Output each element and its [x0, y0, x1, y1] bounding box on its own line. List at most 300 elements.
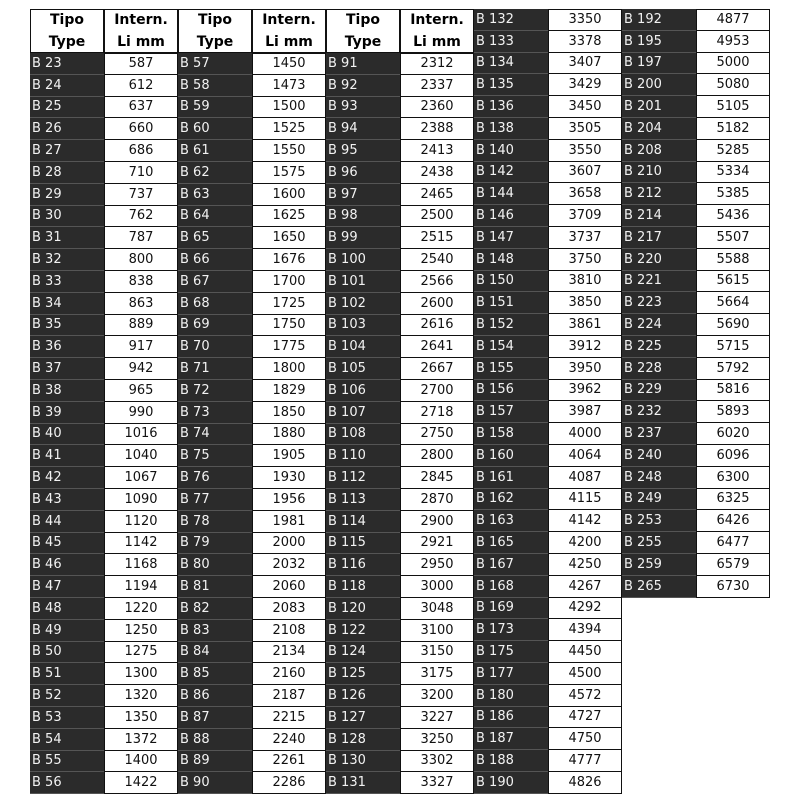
table-row — [30, 53, 178, 75]
internal-length-cell: 3407 — [548, 53, 622, 75]
table-row — [30, 511, 178, 533]
header-tipo-label: Tipo — [198, 12, 232, 28]
table-row — [622, 576, 770, 598]
table-row — [474, 271, 622, 293]
belt-type-cell: B 165 — [474, 532, 548, 554]
table-row — [30, 402, 178, 424]
belt-type-cell: B 128 — [326, 729, 400, 751]
belt-type-cell: B 106 — [326, 380, 400, 402]
internal-length-cell: 2540 — [400, 249, 474, 271]
table-row — [326, 707, 474, 729]
table-row — [178, 576, 326, 598]
belt-type-cell: B 55 — [30, 751, 104, 773]
table-row — [30, 424, 178, 446]
table-row — [178, 184, 326, 206]
internal-length-cell: 2845 — [400, 467, 474, 489]
header-type — [178, 9, 252, 53]
table-row — [178, 642, 326, 664]
internal-length-cell: 5000 — [696, 53, 770, 75]
internal-length-cell: 942 — [104, 358, 178, 380]
internal-length-cell: 2465 — [400, 184, 474, 206]
internal-length-cell: 1850 — [252, 402, 326, 424]
table-row — [178, 118, 326, 140]
internal-length-cell: 6477 — [696, 532, 770, 554]
internal-length-cell: 5588 — [696, 249, 770, 271]
internal-length-cell: 3505 — [548, 118, 622, 140]
table-row — [474, 772, 622, 794]
internal-length-cell: 2667 — [400, 358, 474, 380]
belt-type-cell: B 115 — [326, 533, 400, 555]
belt-type-cell: B 30 — [30, 206, 104, 228]
table-row — [326, 511, 474, 533]
header-row — [178, 9, 326, 53]
header-type — [30, 9, 104, 53]
belt-type-cell: B 190 — [474, 772, 548, 794]
table-row — [326, 184, 474, 206]
belt-type-cell: B 148 — [474, 249, 548, 271]
belt-type-cell: B 225 — [622, 336, 696, 358]
internal-length-cell: 1750 — [252, 315, 326, 337]
internal-length-cell: 612 — [104, 75, 178, 97]
belt-type-cell: B 34 — [30, 293, 104, 315]
table-row — [326, 97, 474, 119]
belt-type-cell: B 108 — [326, 424, 400, 446]
belt-type-cell: B 200 — [622, 74, 696, 96]
table-row — [178, 554, 326, 576]
internal-length-cell: 2083 — [252, 598, 326, 620]
belt-type-cell: B 146 — [474, 205, 548, 227]
internal-length-cell: 1300 — [104, 663, 178, 685]
belt-type-cell: B 71 — [178, 358, 252, 380]
column-group-1 — [30, 9, 178, 794]
belt-type-cell: B 63 — [178, 184, 252, 206]
belt-type-cell: B 51 — [30, 663, 104, 685]
belt-type-cell: B 212 — [622, 183, 696, 205]
table-row — [30, 184, 178, 206]
belt-type-cell: B 86 — [178, 685, 252, 707]
table-row — [30, 293, 178, 315]
internal-length-cell: 587 — [104, 53, 178, 75]
internal-length-cell: 990 — [104, 402, 178, 424]
table-row — [30, 227, 178, 249]
table-row — [178, 620, 326, 642]
internal-length-cell: 3200 — [400, 685, 474, 707]
belt-type-cell: B 46 — [30, 554, 104, 576]
belt-type-cell: B 255 — [622, 532, 696, 554]
table-row — [326, 424, 474, 446]
belt-type-cell: B 77 — [178, 489, 252, 511]
internal-length-cell: 1250 — [104, 620, 178, 642]
table-row — [30, 380, 178, 402]
belt-type-cell: B 140 — [474, 140, 548, 162]
table-body — [474, 9, 622, 794]
belt-type-cell: B 80 — [178, 554, 252, 576]
table-row — [30, 729, 178, 751]
header-intern-label: Intern. — [262, 12, 316, 28]
table-body — [30, 53, 178, 794]
internal-length-cell: 4064 — [548, 445, 622, 467]
header-type — [326, 9, 400, 53]
belt-type-cell: B 210 — [622, 162, 696, 184]
table-row — [474, 227, 622, 249]
belt-type-cell: B 169 — [474, 598, 548, 620]
table-row — [474, 510, 622, 532]
internal-length-cell: 2060 — [252, 576, 326, 598]
belt-type-cell: B 56 — [30, 772, 104, 794]
table-row — [326, 140, 474, 162]
table-row — [474, 314, 622, 336]
internal-length-cell: 6020 — [696, 423, 770, 445]
header-internal-length — [252, 9, 326, 53]
belt-type-cell: B 127 — [326, 707, 400, 729]
internal-length-cell: 2413 — [400, 140, 474, 162]
internal-length-cell: 3048 — [400, 598, 474, 620]
internal-length-cell: 3709 — [548, 205, 622, 227]
belt-type-cell: B 240 — [622, 445, 696, 467]
internal-length-cell: 4200 — [548, 532, 622, 554]
internal-length-cell: 1500 — [252, 97, 326, 119]
internal-length-cell: 1067 — [104, 467, 178, 489]
column-group-2 — [178, 9, 326, 794]
internal-length-cell: 2312 — [400, 53, 474, 75]
table-row — [474, 554, 622, 576]
table-row — [30, 751, 178, 773]
belt-type-cell: B 66 — [178, 249, 252, 271]
table-row — [178, 358, 326, 380]
belt-type-cell: B 88 — [178, 729, 252, 751]
belt-type-cell: B 162 — [474, 489, 548, 511]
table-row — [30, 685, 178, 707]
table-row — [30, 206, 178, 228]
table-row — [474, 249, 622, 271]
belt-type-cell: B 110 — [326, 445, 400, 467]
internal-length-cell: 3350 — [548, 9, 622, 31]
header-tipo-label: Tipo — [50, 12, 84, 28]
table-row — [178, 772, 326, 794]
belt-type-cell: B 104 — [326, 336, 400, 358]
table-row — [474, 489, 622, 511]
belt-type-cell: B 38 — [30, 380, 104, 402]
internal-length-cell: 1194 — [104, 576, 178, 598]
table-row — [474, 401, 622, 423]
table-row — [326, 75, 474, 97]
header-li-mm-label: Li mm — [413, 34, 461, 50]
table-row — [326, 249, 474, 271]
column-group-4 — [474, 9, 622, 794]
header-intern-label: Intern. — [114, 12, 168, 28]
column-group-3 — [326, 9, 474, 794]
belt-type-cell: B 134 — [474, 53, 548, 75]
table-row — [622, 532, 770, 554]
belt-type-cell: B 42 — [30, 467, 104, 489]
table-row — [622, 74, 770, 96]
belt-type-cell: B 72 — [178, 380, 252, 402]
table-row — [178, 140, 326, 162]
belt-type-cell: B 204 — [622, 118, 696, 140]
table-row — [30, 707, 178, 729]
table-row — [622, 314, 770, 336]
table-row — [178, 75, 326, 97]
internal-length-cell: 4727 — [548, 707, 622, 729]
belt-type-cell: B 175 — [474, 641, 548, 663]
belt-type-cell: B 188 — [474, 750, 548, 772]
table-row — [178, 336, 326, 358]
belt-type-cell: B 155 — [474, 358, 548, 380]
table-row — [622, 249, 770, 271]
belt-type-cell: B 112 — [326, 467, 400, 489]
belt-type-cell: B 265 — [622, 576, 696, 598]
internal-length-cell: 1905 — [252, 445, 326, 467]
table-row — [178, 598, 326, 620]
belt-type-cell: B 61 — [178, 140, 252, 162]
internal-length-cell: 2360 — [400, 97, 474, 119]
belt-type-cell: B 131 — [326, 772, 400, 794]
table-row — [326, 489, 474, 511]
table-row — [30, 140, 178, 162]
header-internal-length — [400, 9, 474, 53]
internal-length-cell: 4450 — [548, 641, 622, 663]
belt-type-cell: B 45 — [30, 533, 104, 555]
table-row — [178, 315, 326, 337]
internal-length-cell: 1550 — [252, 140, 326, 162]
belt-type-cell: B 53 — [30, 707, 104, 729]
internal-length-cell: 1829 — [252, 380, 326, 402]
internal-length-cell: 4777 — [548, 750, 622, 772]
table-row — [30, 271, 178, 293]
belt-type-cell: B 248 — [622, 467, 696, 489]
table-row — [30, 162, 178, 184]
table-row — [622, 510, 770, 532]
table-row — [622, 140, 770, 162]
internal-length-cell: 1956 — [252, 489, 326, 511]
table-row — [30, 489, 178, 511]
internal-length-cell: 800 — [104, 249, 178, 271]
table-row — [326, 751, 474, 773]
belt-type-cell: B 201 — [622, 96, 696, 118]
belt-type-cell: B 130 — [326, 751, 400, 773]
internal-length-cell: 1016 — [104, 424, 178, 446]
table-row — [326, 358, 474, 380]
belt-type-cell: B 152 — [474, 314, 548, 336]
belt-type-cell: B 97 — [326, 184, 400, 206]
internal-length-cell: 2700 — [400, 380, 474, 402]
internal-length-cell: 3850 — [548, 292, 622, 314]
internal-length-cell: 2261 — [252, 751, 326, 773]
internal-length-cell: 3912 — [548, 336, 622, 358]
internal-length-cell: 3658 — [548, 183, 622, 205]
table-row — [30, 642, 178, 664]
internal-length-cell: 5105 — [696, 96, 770, 118]
belt-type-cell: B 84 — [178, 642, 252, 664]
internal-length-cell: 2388 — [400, 118, 474, 140]
internal-length-cell: 2134 — [252, 642, 326, 664]
internal-length-cell: 5385 — [696, 183, 770, 205]
table-row — [474, 118, 622, 140]
internal-length-cell: 5816 — [696, 380, 770, 402]
internal-length-cell: 4500 — [548, 663, 622, 685]
belt-type-cell: B 75 — [178, 445, 252, 467]
belt-type-cell: B 158 — [474, 423, 548, 445]
belt-type-cell: B 44 — [30, 511, 104, 533]
internal-length-cell: 3810 — [548, 271, 622, 293]
table-row — [326, 445, 474, 467]
belt-type-cell: B 217 — [622, 227, 696, 249]
table-row — [474, 423, 622, 445]
internal-length-cell: 2641 — [400, 336, 474, 358]
belt-type-cell: B 124 — [326, 642, 400, 664]
belt-type-cell: B 70 — [178, 336, 252, 358]
table-row — [622, 162, 770, 184]
internal-length-cell: 1168 — [104, 554, 178, 576]
belt-type-cell: B 89 — [178, 751, 252, 773]
belt-type-cell: B 28 — [30, 162, 104, 184]
header-type-label: Type — [196, 34, 234, 50]
belt-type-cell: B 122 — [326, 620, 400, 642]
table-row — [474, 162, 622, 184]
belt-type-cell: B 31 — [30, 227, 104, 249]
table-row — [474, 532, 622, 554]
internal-length-cell: 2921 — [400, 533, 474, 555]
belt-type-cell: B 64 — [178, 206, 252, 228]
internal-length-cell: 3302 — [400, 751, 474, 773]
table-row — [178, 293, 326, 315]
table-row — [30, 445, 178, 467]
internal-length-cell: 5285 — [696, 140, 770, 162]
belt-type-cell: B 47 — [30, 576, 104, 598]
belt-type-cell: B 161 — [474, 467, 548, 489]
internal-length-cell: 3000 — [400, 576, 474, 598]
belt-type-cell: B 52 — [30, 685, 104, 707]
belt-type-cell: B 94 — [326, 118, 400, 140]
internal-length-cell: 4087 — [548, 467, 622, 489]
internal-length-cell: 863 — [104, 293, 178, 315]
belt-type-cell: B 113 — [326, 489, 400, 511]
belt-type-cell: B 69 — [178, 315, 252, 337]
belt-type-cell: B 114 — [326, 511, 400, 533]
table-row — [326, 576, 474, 598]
internal-length-cell: 4572 — [548, 685, 622, 707]
belt-type-cell: B 177 — [474, 663, 548, 685]
header-row — [30, 9, 178, 53]
internal-length-cell: 2750 — [400, 424, 474, 446]
table-row — [474, 598, 622, 620]
internal-length-cell: 1275 — [104, 642, 178, 664]
table-row — [326, 293, 474, 315]
internal-length-cell: 1090 — [104, 489, 178, 511]
table-row — [474, 358, 622, 380]
table-row — [178, 53, 326, 75]
belt-type-cell: B 79 — [178, 533, 252, 555]
table-row — [178, 511, 326, 533]
belt-type-cell: B 118 — [326, 576, 400, 598]
belt-type-cell: B 168 — [474, 576, 548, 598]
internal-length-cell: 6300 — [696, 467, 770, 489]
belt-type-cell: B 74 — [178, 424, 252, 446]
internal-length-cell: 660 — [104, 118, 178, 140]
table-row — [474, 728, 622, 750]
belt-type-cell: B 186 — [474, 707, 548, 729]
belt-type-cell: B 221 — [622, 271, 696, 293]
table-row — [622, 423, 770, 445]
table-row — [326, 206, 474, 228]
internal-length-cell: 3987 — [548, 401, 622, 423]
internal-length-cell: 5893 — [696, 401, 770, 423]
internal-length-cell: 4750 — [548, 728, 622, 750]
belt-type-cell: B 101 — [326, 271, 400, 293]
table-body — [622, 9, 770, 598]
table-row — [622, 401, 770, 423]
belt-type-cell: B 157 — [474, 401, 548, 423]
table-row — [326, 162, 474, 184]
table-row — [178, 685, 326, 707]
internal-length-cell: 1700 — [252, 271, 326, 293]
belt-type-cell: B 228 — [622, 358, 696, 380]
table-row — [178, 162, 326, 184]
internal-length-cell: 1625 — [252, 206, 326, 228]
internal-length-cell: 965 — [104, 380, 178, 402]
belt-type-cell: B 187 — [474, 728, 548, 750]
table-row — [178, 707, 326, 729]
internal-length-cell: 1120 — [104, 511, 178, 533]
belt-type-cell: B 96 — [326, 162, 400, 184]
belt-type-cell: B 103 — [326, 315, 400, 337]
belt-type-cell: B 62 — [178, 162, 252, 184]
internal-length-cell: 1650 — [252, 227, 326, 249]
internal-length-cell: 6096 — [696, 445, 770, 467]
table-row — [622, 380, 770, 402]
table-body — [326, 53, 474, 794]
belt-type-cell: B 224 — [622, 314, 696, 336]
table-row — [474, 663, 622, 685]
belt-type-cell: B 116 — [326, 554, 400, 576]
belt-type-cell: B 92 — [326, 75, 400, 97]
table-row — [30, 75, 178, 97]
internal-length-cell: 3327 — [400, 772, 474, 794]
table-row — [326, 53, 474, 75]
table-row — [178, 206, 326, 228]
internal-length-cell: 1676 — [252, 249, 326, 271]
table-row — [326, 315, 474, 337]
internal-length-cell: 2032 — [252, 554, 326, 576]
belt-type-cell: B 95 — [326, 140, 400, 162]
internal-length-cell: 2950 — [400, 554, 474, 576]
table-row — [178, 271, 326, 293]
belt-type-cell: B 90 — [178, 772, 252, 794]
internal-length-cell: 5334 — [696, 162, 770, 184]
belt-type-cell: B 120 — [326, 598, 400, 620]
internal-length-cell: 1400 — [104, 751, 178, 773]
internal-length-cell: 2215 — [252, 707, 326, 729]
table-row — [622, 31, 770, 53]
table-row — [474, 707, 622, 729]
table-row — [178, 729, 326, 751]
table-row — [30, 467, 178, 489]
table-row — [326, 598, 474, 620]
table-row — [30, 663, 178, 685]
internal-length-cell: 2337 — [400, 75, 474, 97]
belt-type-cell: B 48 — [30, 598, 104, 620]
table-row — [326, 729, 474, 751]
table-row — [30, 772, 178, 794]
table-row — [474, 336, 622, 358]
table-row — [178, 380, 326, 402]
belt-type-cell: B 249 — [622, 489, 696, 511]
header-internal-length — [104, 9, 178, 53]
internal-length-cell: 6579 — [696, 554, 770, 576]
belt-type-cell: B 136 — [474, 96, 548, 118]
internal-length-cell: 2870 — [400, 489, 474, 511]
belt-type-cell: B 197 — [622, 53, 696, 75]
